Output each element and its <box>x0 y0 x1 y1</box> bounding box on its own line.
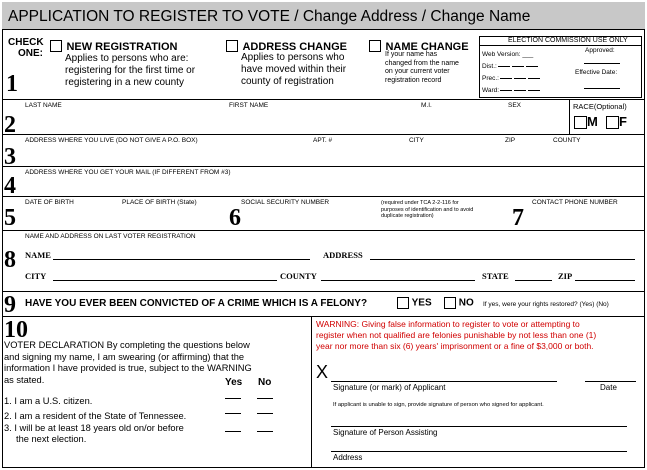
age-no-blank[interactable] <box>257 431 273 432</box>
prior-zip-label: ZIP <box>558 271 573 281</box>
declaration-no-header: No <box>258 377 272 388</box>
resident-yes-blank[interactable] <box>225 413 241 414</box>
m-checkbox[interactable] <box>574 116 587 129</box>
prior-address-label: ADDRESS <box>323 250 363 260</box>
section-number-3: 3 <box>4 144 16 170</box>
address-change-checkbox[interactable] <box>226 40 238 52</box>
prior-zip-field[interactable] <box>575 280 635 281</box>
phone-label: CONTACT PHONE NUMBER <box>532 199 618 206</box>
effective-date-label: Effective Date: <box>575 69 618 76</box>
city-label: CITY <box>409 137 424 144</box>
county-label: COUNTY <box>553 137 581 144</box>
section-number-6: 6 <box>229 205 241 231</box>
residence-address-label: ADDRESS WHERE YOU LIVE (DO NOT GIVE A P.O. BOX) <box>25 137 198 144</box>
signature-x-mark: X <box>316 362 329 382</box>
ssn-note: (required under TCA 2-2-116 for purposes of identification and to avoid duplicate registration) <box>381 200 474 219</box>
section-number-7: 7 <box>512 205 524 231</box>
ssn-label: SOCIAL SECURITY NUMBER <box>241 199 330 206</box>
felony-yes-checkbox[interactable] <box>397 297 409 309</box>
prior-name-label: NAME <box>25 250 51 260</box>
assistant-signature-field[interactable] <box>331 426 627 427</box>
title-bar <box>2 2 645 30</box>
warning-text: WARNING: Giving false information to register to vote or attempting to register when not qualified are felonies punishable by not less than one (1) year nor more than six (6) years' imprisonment or a fine of $3,000 or both. <box>316 319 597 351</box>
name-change-desc: If your name has changed from the name on your current voter registration record <box>385 51 459 84</box>
new-registration-desc: Applies to persons who are: registering for the first time or registering in a new county <box>65 53 196 88</box>
sex-label: SEX <box>508 102 522 109</box>
prior-name-field[interactable] <box>53 259 310 260</box>
assistant-address-label: Address <box>333 453 363 462</box>
felony-yes-option[interactable]: YES <box>397 297 432 309</box>
citizen-yes-blank[interactable] <box>225 398 241 399</box>
felony-no-option[interactable]: NO <box>444 297 474 309</box>
section-number-2: 2 <box>4 112 16 138</box>
f-checkbox[interactable] <box>606 116 619 129</box>
signature-date-field[interactable] <box>585 381 636 382</box>
section-number-10: 10 <box>4 317 28 343</box>
declaration-item-citizen: 1. I am a U.S. citizen. <box>4 396 93 406</box>
assistant-address-field[interactable] <box>331 451 627 452</box>
effective-date-field[interactable] <box>584 88 620 89</box>
section-number-5: 5 <box>4 205 16 231</box>
prior-city-field[interactable] <box>53 280 277 281</box>
form-title: APPLICATION TO REGISTER TO VOTE / Change Address / Change Name <box>8 8 531 25</box>
applicant-signature-field[interactable] <box>331 381 557 382</box>
check-one-label: CHECK ONE: <box>8 37 44 59</box>
sex-f-option[interactable]: F <box>606 114 627 129</box>
prior-state-field[interactable] <box>515 280 552 281</box>
declaration-item-resident: 2. I am a resident of the State of Tennessee. <box>4 411 187 421</box>
race-label: RACE(Optional) <box>573 102 627 111</box>
prior-county-label: COUNTY <box>280 271 317 281</box>
prior-county-field[interactable] <box>321 280 475 281</box>
prior-address-field[interactable] <box>370 259 635 260</box>
declaration-yes-header: Yes <box>225 377 243 388</box>
felony-question: HAVE YOU EVER BEEN CONVICTED OF A CRIME WHICH IS A FELONY? <box>25 298 368 309</box>
web-version: Web Version: ___ <box>482 51 534 58</box>
address-change-label: ADDRESS CHANGE <box>242 41 347 53</box>
mi-label: M.I. <box>421 102 432 109</box>
felony-no-checkbox[interactable] <box>444 297 456 309</box>
declaration-item-age: 3. I will be at least 18 years old on/or before the next election. <box>4 423 184 444</box>
apt-label: APT. # <box>313 137 333 144</box>
resident-no-blank[interactable] <box>257 413 273 414</box>
section-number-1: 1 <box>6 71 18 97</box>
ward-field[interactable]: Ward: <box>482 87 541 94</box>
name-change-checkbox[interactable] <box>369 40 381 52</box>
age-yes-blank[interactable] <box>225 431 241 432</box>
sex-m-option[interactable]: M <box>574 114 598 129</box>
address-change-desc: Applies to persons who have moved within their county of registration <box>241 52 347 87</box>
approved-label: Approved: <box>585 47 615 54</box>
name-change-label: NAME CHANGE <box>385 41 469 53</box>
dob-label: DATE OF BIRTH <box>25 199 74 206</box>
section-number-8: 8 <box>4 247 16 273</box>
approved-field[interactable] <box>584 63 620 64</box>
new-registration-label: NEW REGISTRATION <box>66 41 178 53</box>
assist-note: If applicant is unable to sign, provide signature of person who signed for applicant. <box>333 402 544 408</box>
assistant-signature-label: Signature of Person Assisting <box>333 428 438 437</box>
first-name-label: FIRST NAME <box>229 102 269 109</box>
applicant-signature-label: Signature (or mark) of Applicant <box>333 383 446 392</box>
dist-field[interactable]: Dist.: <box>482 63 539 70</box>
voter-declaration: VOTER DECLARATION By completing the questions below and signing my name, I am swearing (or affirming) that the information I have provided is true, subject to the WARNING as stated. <box>4 340 252 385</box>
section-number-9: 9 <box>4 292 16 318</box>
prior-city-label: CITY <box>25 271 47 281</box>
date-label: Date <box>600 383 617 392</box>
section-number-4: 4 <box>4 173 16 199</box>
prior-registration-header: NAME AND ADDRESS ON LAST VOTER REGISTRATION <box>25 233 196 240</box>
new-registration-checkbox[interactable] <box>50 40 62 52</box>
pob-label: PLACE OF BIRTH (State) <box>122 199 197 206</box>
office-use-header: ELECTION COMMISSION USE ONLY <box>508 37 628 44</box>
mailing-address-label: ADDRESS WHERE YOU GET YOUR MAIL (IF DIFFERENT FROM #3) <box>25 169 231 176</box>
prior-state-label: STATE <box>482 271 509 281</box>
rights-restored-question: If yes, were your rights restored? (Yes) (No) <box>483 301 609 308</box>
prec-field[interactable]: Prec.: <box>482 75 541 82</box>
zip-label: ZIP <box>505 137 516 144</box>
last-name-label: LAST NAME <box>25 102 62 109</box>
citizen-no-blank[interactable] <box>257 398 273 399</box>
